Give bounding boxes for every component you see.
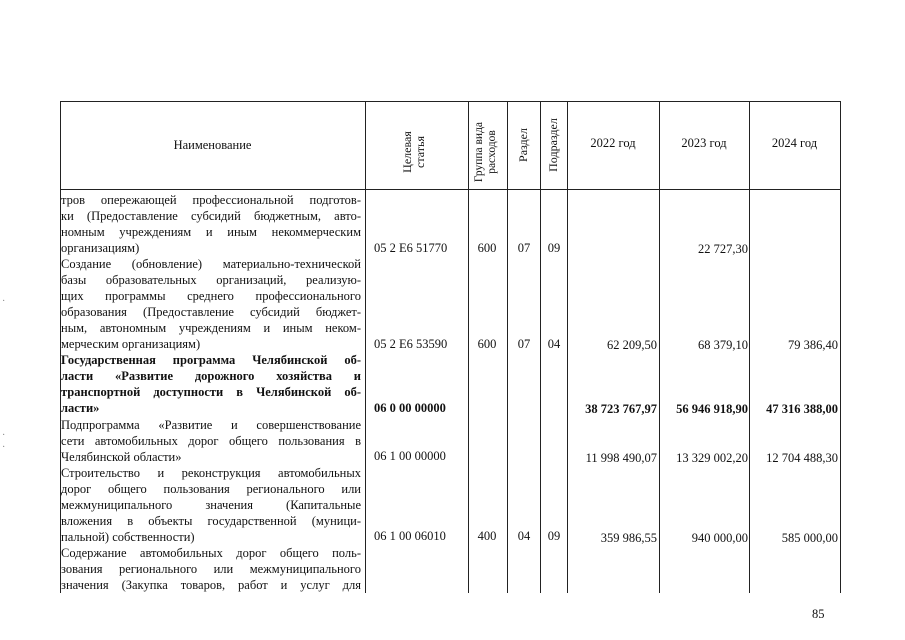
row-name-line: номным учреждениям и иным некоммерческим — [61, 225, 361, 239]
header-name: Наименование — [173, 138, 252, 152]
row-y2023: 22 727,30 — [698, 242, 748, 256]
row-podrazdel: 09 — [547, 241, 561, 255]
row-name-line: ласти «Развитие дорожного хозяйства и — [61, 369, 361, 383]
row-name-line: транспортной доступности в Челябинской об- — [61, 385, 361, 399]
row-name-line: щих программы среднего профессионального — [61, 289, 361, 303]
row-podrazdel: 04 — [547, 337, 561, 351]
row-name-line: образования (Предоставление субсидий бюджет- — [61, 305, 361, 319]
page-number: 85 — [812, 607, 825, 621]
row-name-line: Государственная программа Челябинской об- — [61, 353, 361, 367]
row-y2024: 79 386,40 — [788, 338, 838, 352]
row-name-line: пальной) собственности) — [61, 530, 195, 544]
table-border-top — [60, 101, 841, 102]
row-name-line: сети автомобильных дорог общего пользования в — [61, 434, 361, 448]
row-name-line: ки (Предоставление субсидий бюджетным, авто- — [61, 209, 361, 223]
row-name-line: ным, автономным учреждениям и иным неком- — [61, 321, 361, 335]
row-name-line: Содержание автомобильных дорог общего поль- — [61, 546, 361, 560]
row-y2023: 940 000,00 — [691, 531, 748, 545]
row-y2023: 13 329 002,20 — [676, 451, 748, 465]
row-name-line: базы образовательных организаций, реализую- — [61, 273, 361, 287]
col-line-5 — [567, 101, 568, 593]
row-code: 05 2 Е6 53590 — [374, 337, 448, 351]
col-line-7 — [749, 101, 750, 593]
row-name-line: Строительство и реконструкция автомобильных — [61, 466, 361, 480]
row-code: 06 0 00 00000 — [374, 401, 446, 415]
row-y2022: 38 723 767,97 — [585, 402, 657, 416]
row-y2022: 359 986,55 — [600, 531, 657, 545]
scan-mark: · — [2, 430, 6, 441]
row-name-line: Создание (обновление) материально-технической — [61, 257, 361, 271]
row-y2023: 68 379,10 — [698, 338, 748, 352]
row-y2024: 47 316 388,00 — [766, 402, 838, 416]
row-name-line: вложения в объекты государственной (муници- — [61, 514, 361, 528]
row-y2024: 12 704 488,30 — [766, 451, 838, 465]
col-line-6 — [659, 101, 660, 593]
row-name-line: ласти» — [61, 401, 100, 415]
header-group — [473, 112, 503, 192]
header-target-line2: статья — [413, 136, 427, 168]
row-podrazdel: 09 — [547, 529, 561, 543]
row-name-line: мерческим организациям) — [61, 337, 201, 351]
row-y2022: 11 998 490,07 — [585, 451, 657, 465]
row-razdel: 07 — [517, 241, 531, 255]
row-group: 600 — [477, 337, 497, 351]
row-group: 400 — [477, 529, 497, 543]
row-name-line: Подпрограмма «Развитие и совершенствование — [61, 418, 361, 432]
header-y2024: 2024 год — [771, 136, 818, 150]
row-name-line: организациям) — [61, 241, 140, 255]
row-razdel: 04 — [517, 529, 531, 543]
row-razdel: 07 — [517, 337, 531, 351]
row-code: 05 2 Е6 51770 — [374, 241, 448, 255]
header-razdel: Раздел — [516, 128, 530, 162]
row-y2023: 56 946 918,90 — [676, 402, 748, 416]
row-name-line: тров опережающей профессиональной подготов- — [61, 193, 361, 207]
header-y2022: 2022 год — [590, 136, 636, 150]
header-y2023: 2023 год — [681, 136, 727, 150]
row-name-line: значения (Закупка товаров, работ и услуг для — [61, 578, 361, 592]
col-line-8 — [840, 101, 841, 593]
row-name-line: межмуниципального значения (Капитальные — [61, 498, 361, 512]
header-group-line1: Группа вида — [473, 121, 485, 183]
row-code: 06 1 00 06010 — [374, 529, 446, 543]
row-y2024: 585 000,00 — [781, 531, 838, 545]
scan-mark: · — [2, 442, 6, 453]
row-code: 06 1 00 00000 — [374, 449, 446, 463]
row-name-line: дорог общего пользования регионального или — [61, 482, 361, 496]
row-name-line: Челябинской области» — [61, 450, 182, 464]
row-name-line: зования регионального или межмуниципального — [61, 562, 361, 576]
row-y2022: 62 209,50 — [607, 338, 657, 352]
row-group: 600 — [477, 241, 497, 255]
header-group-line2: расходов — [486, 130, 498, 174]
header-bottom-line — [60, 189, 841, 190]
header-podrazdel: Подраздел — [546, 118, 560, 172]
col-line-1 — [365, 101, 366, 593]
header-target — [401, 112, 431, 192]
header-target-line1: Целевая — [400, 131, 414, 173]
scan-mark: · — [2, 296, 6, 307]
